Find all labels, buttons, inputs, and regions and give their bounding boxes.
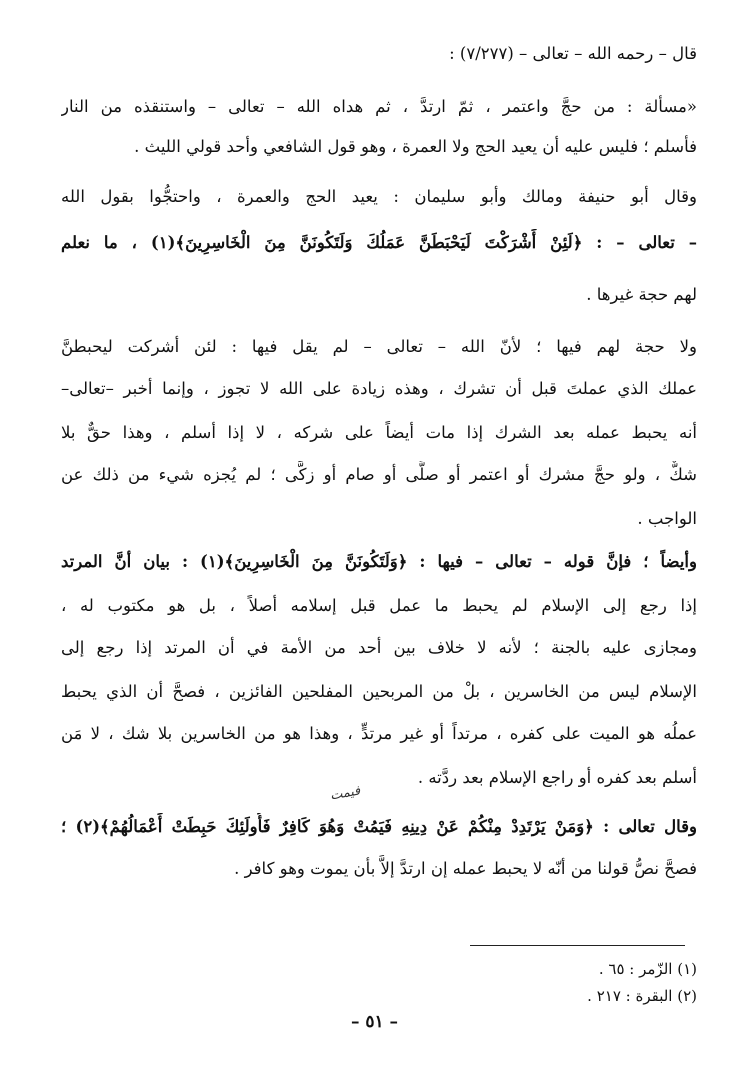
body-line-8: عملك الذي عملتَ قبل أن تشرك ، وهذه زيادة على الله لا تجوز ، وإنما أخبر –تعالى– <box>61 379 697 398</box>
body-line-10: شكٌّ ، ولو حجَّ مشرك أو اعتمر أو صلَّى أو صام أو زكَّى ؛ لم يُجزه شيء من ذلك عن <box>61 465 697 484</box>
body-line-1: قال – رحمه الله – تعالى – (٧/٢٧٧) : <box>449 44 697 63</box>
body-line-12: وأيضاً ؛ فإنَّ قوله – تعالى – فيها : ﴿وَلَتَكُونَنَّ مِنَ الْخَاسِرِينَ﴾(١) : بيان أنَّ المرتد <box>61 552 697 571</box>
body-line-2: «مسألة : من حجَّ واعتمر ، ثمّ ارتدَّ ، ثم هداه الله – تعالى – واستنقذه من النار <box>61 97 697 116</box>
body-line-14: ومجازى عليه بالجنة ؛ لأنه لا خلاف بين أحد من الأمة في أن المرتد إذا رجع إلى <box>61 638 697 657</box>
body-line-7: ولا حجة لهم فيها ؛ لأنّ الله – تعالى – لم يقل فيها : لئن أشركت ليحبطنَّ <box>61 337 697 356</box>
page-number: – ٥١ – <box>350 1012 399 1032</box>
body-line-15: الإسلام ليس من الخاسرين ، بلْ من المربحين المفلحين الفائزين ، فصحَّ أن الذي يحبط <box>61 682 697 701</box>
body-line-16: عملُه هو الميت على كفره ، مرتداً أو غير مرتدٍّ ، وهذا هو من الخاسرين بلا شك ، لا مَن <box>61 724 697 743</box>
body-line-11: الواجب . <box>637 509 697 528</box>
body-line-18: وقال تعالى : ﴿وَمَنْ يَرْتَدِدْ مِنْكُمْ عَنْ دِينِهِ فَيَمُتْ وَهُوَ كَافِرٌ فَأُولَئِكَ حَبِطَتْ أَعْمَالُهُمْ﴾(٢) ؛ <box>61 817 697 836</box>
body-line-17: أسلم بعد كفره أو راجع الإسلام بعد ردَّته . <box>417 768 697 787</box>
footnote-1: (١) الزّمر : ٦٥ . <box>598 960 697 978</box>
body-line-9: أنه يحبط عمله بعد الشرك إذا مات أيضاً على شركه ، لا إذا أسلم ، وهذا حقٌّ بلا <box>61 423 697 442</box>
body-line-4: وقال أبو حنيفة ومالك وأبو سليمان : يعيد الحج والعمرة ، واحتجُّوا بقول الله <box>61 187 697 206</box>
body-line-5: – تعالى – : ﴿لَئِنْ أَشْرَكْتَ لَيَحْبَطَنَّ عَمَلُكَ وَلَتَكُونَنَّ مِنَ الْخَاسِرِينَ﴾(١) ، ما نعلم <box>61 233 697 252</box>
footnote-2: (٢) البقرة : ٢١٧ . <box>587 987 697 1005</box>
body-line-3: فأسلم ؛ فليس عليه أن يعيد الحج ولا العمرة ، وهو قول الشافعي وأحد قولي الليث . <box>134 137 697 156</box>
body-line-13: إذا رجع إلى الإسلام لم يحبط ما عمل قبل إسلامه أصلاً ، بل هو مكتوب له ، <box>61 596 697 615</box>
handwritten-margin-note: فيمت <box>328 783 362 804</box>
body-line-19: فصحَّ نصُّ قولنا من أنّه لا يحبط عمله إن ارتدَّ إلاَّ بأن يموت وهو كافر . <box>234 859 697 878</box>
footnote-divider <box>470 945 685 946</box>
body-line-6: لهم حجة غيرها . <box>586 285 697 304</box>
